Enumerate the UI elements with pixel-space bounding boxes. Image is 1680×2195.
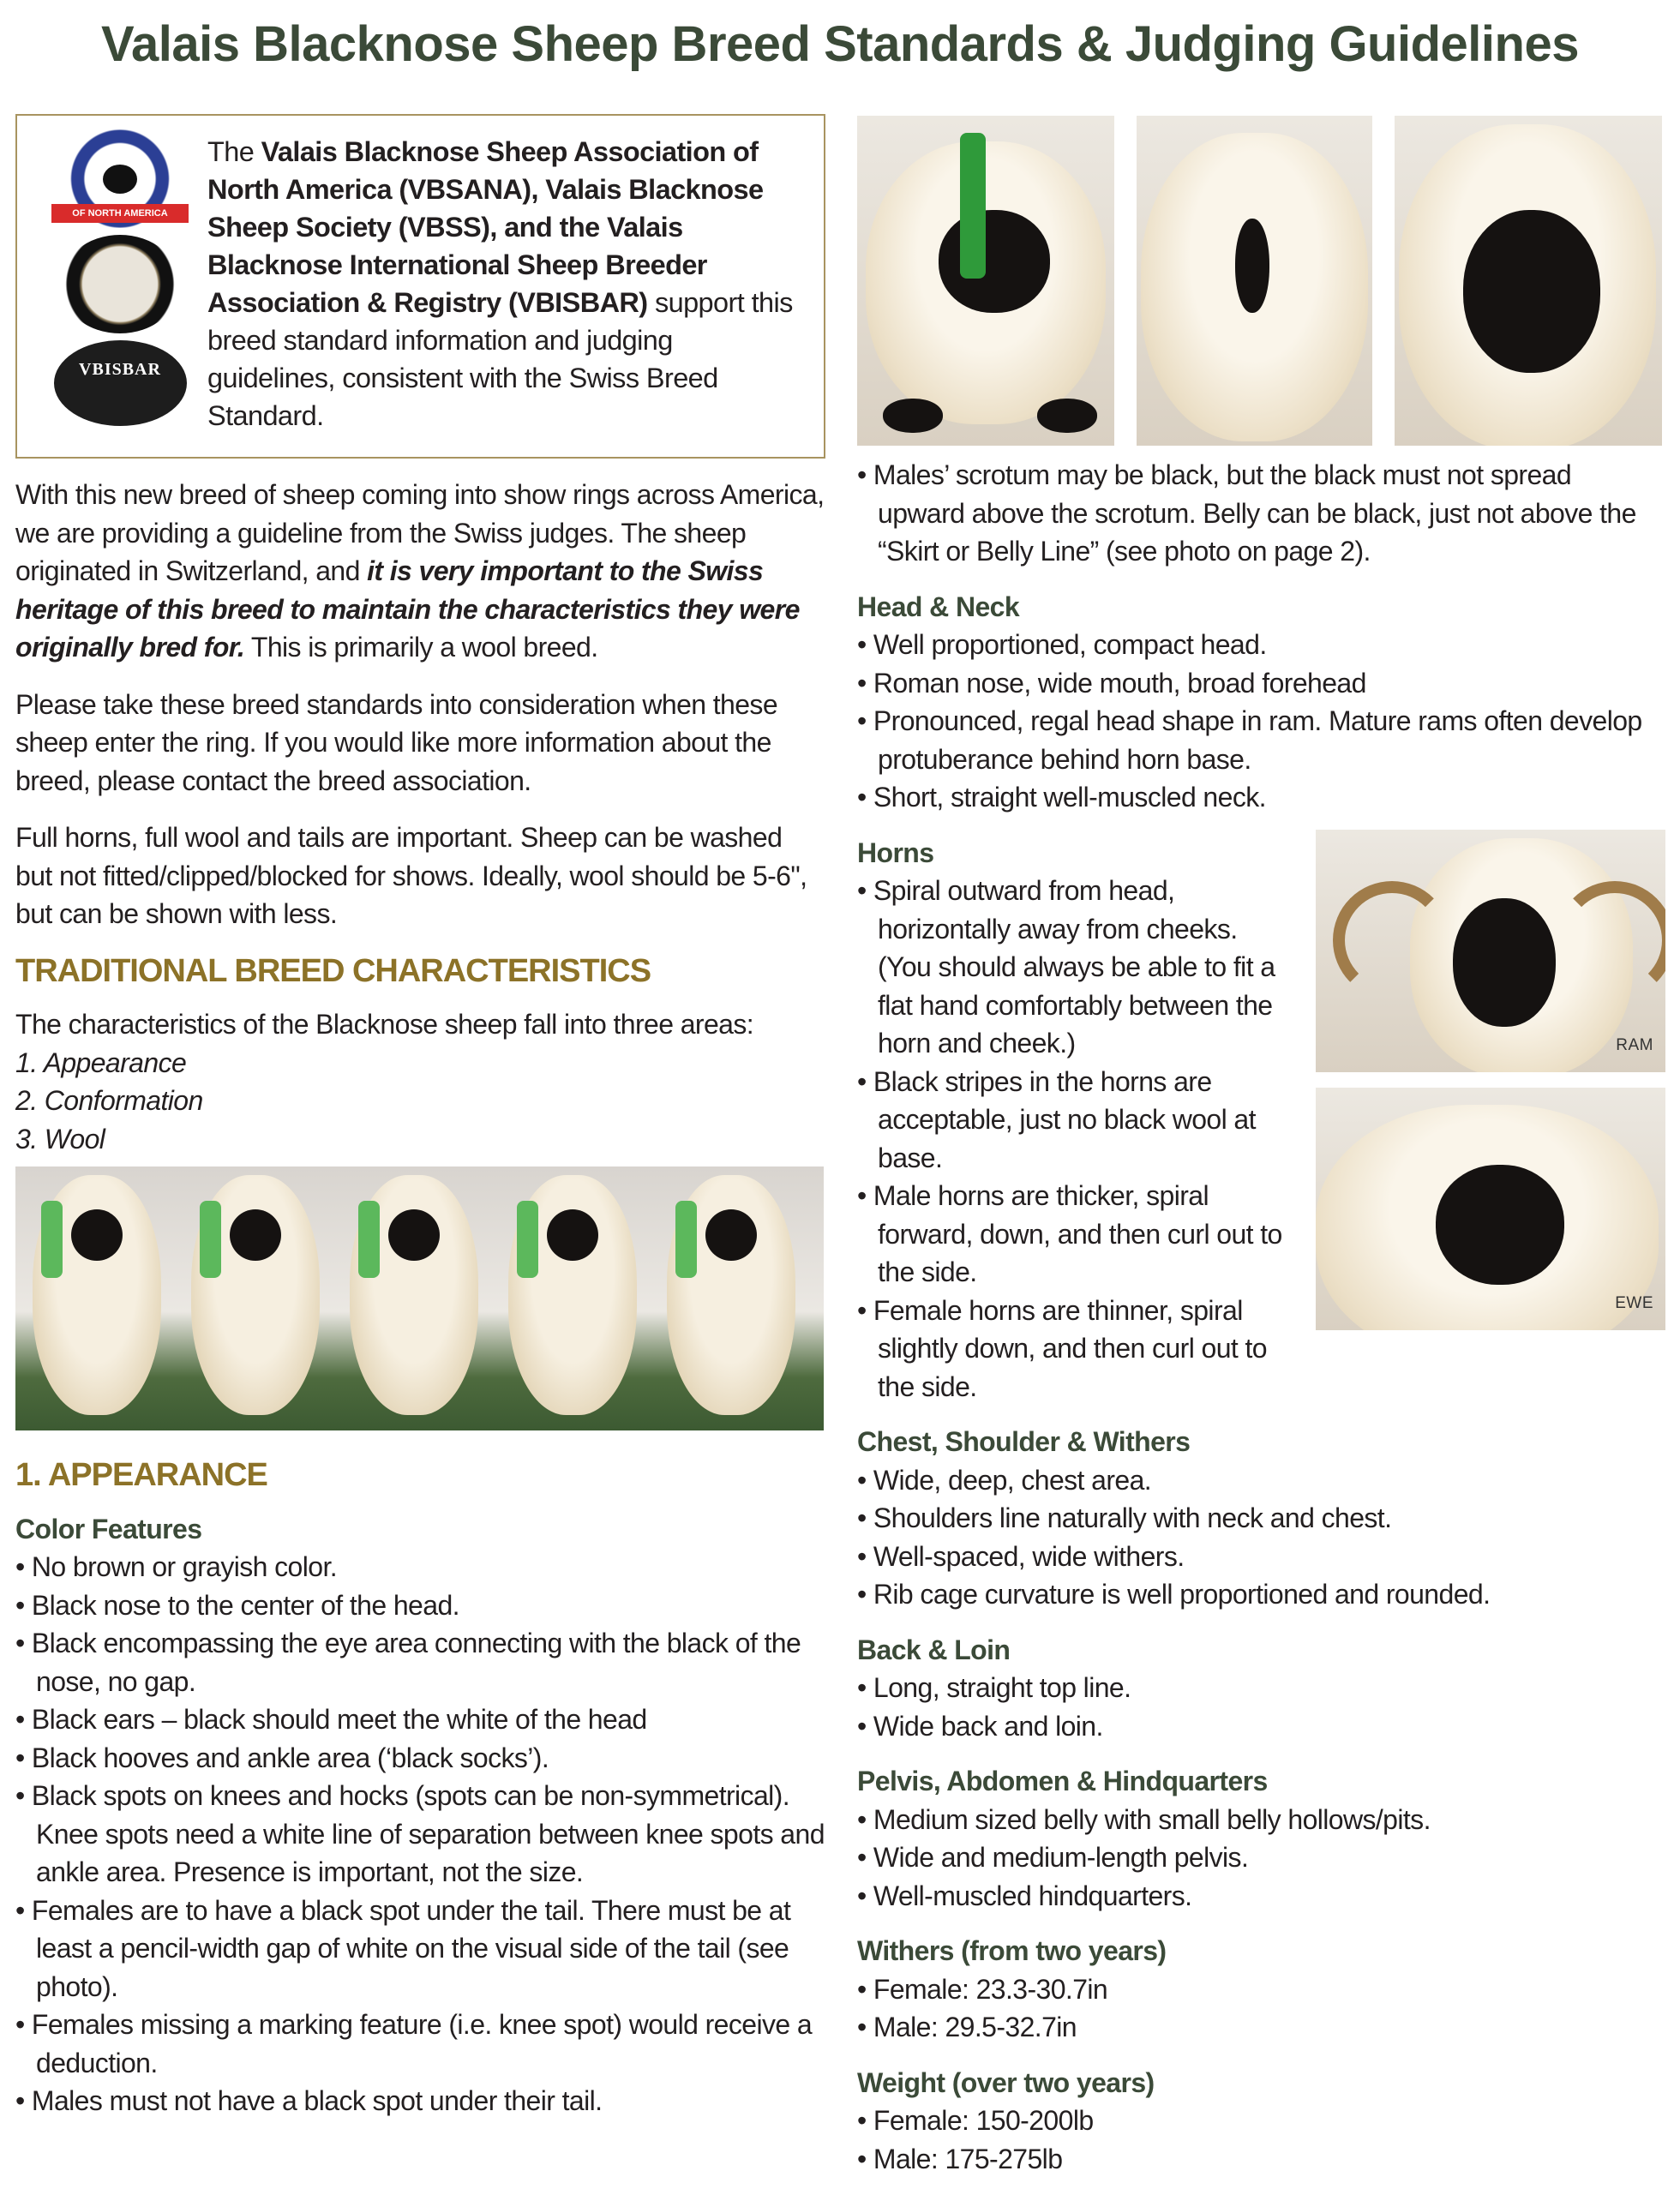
list-item: • Females are to have a black spot under the tail. There must be at least a pencil-width gap of white on the visual side of the tail (see photo).	[15, 1892, 825, 2006]
sheep-face	[230, 1209, 281, 1261]
sheep-figure	[350, 1175, 478, 1415]
appearance-heading: 1. APPEARANCE	[15, 1457, 267, 1493]
vbisbar-logo: VBISBAR	[54, 340, 187, 426]
list-item: • Black encompassing the eye area connecting with the black of the nose, no gap.	[15, 1624, 825, 1700]
sheep-figure	[191, 1175, 320, 1415]
list-item: • Male horns are thicker, spiral forward, down, and then curl out to the side.	[857, 1177, 1286, 1292]
intro-paragraph-2: Please take these breed standards into consideration when these sheep enter the ring. If you would like more information about the breed, please contact the breed association.	[15, 688, 778, 796]
list-item: • Male: 29.5-32.7in	[857, 2008, 1663, 2047]
sheep-face	[388, 1209, 440, 1261]
pelvis-title: Pelvis, Abdomen & Hindquarters	[857, 1766, 1268, 1796]
head-neck-list	[857, 626, 1663, 817]
left-column	[15, 114, 825, 2138]
back-list	[857, 1669, 1663, 1745]
top-photos	[857, 116, 1663, 446]
p1-emphasis: it is very important to the Swiss heritage of this breed to maintain the characteristics they were originally bred for.	[15, 555, 800, 663]
list-item: • Well-muscled hindquarters.	[857, 1877, 1663, 1916]
sheep-face-photo	[1395, 116, 1662, 446]
list-item: • Medium sized belly with small belly hollows/pits.	[857, 1801, 1663, 1839]
weight-list	[857, 2102, 1663, 2178]
list-item: • Wide, deep, chest area.	[857, 1461, 1663, 1500]
head-neck-title: Head & Neck	[857, 591, 1020, 622]
list-item: • Black stripes in the horns are acceptable, just no black wool at base.	[857, 1063, 1286, 1178]
horns-list	[857, 872, 1286, 1406]
ribbon-icon	[675, 1201, 697, 1278]
vbss-logo	[60, 235, 180, 333]
intro-paragraph-3: Full horns, full wool and tails are important. Sheep can be washed but not fitted/clipped/blocked for shows. Ideally, wool should be 5-6", but can be shown with less.	[15, 822, 807, 929]
list-item: • Male: 175-275lb	[857, 2140, 1663, 2179]
sheep-rear-photo	[1137, 116, 1372, 446]
association-box	[15, 114, 825, 459]
sheep-figure	[508, 1175, 637, 1415]
logo-stack	[51, 129, 189, 433]
list-item: • Well-spaced, wide withers.	[857, 1538, 1663, 1576]
list-item: • No brown or grayish color.	[15, 1548, 825, 1586]
sheep-face	[547, 1209, 598, 1261]
page-title: Valais Blacknose Sheep Breed Standards & Judging Guidelines	[101, 16, 1579, 72]
list-item: • Black ears – black should meet the white of the head	[15, 1700, 825, 1739]
pelvis-list	[857, 1801, 1663, 1916]
sheep-figure	[667, 1175, 795, 1415]
list-item: • Males must not have a black spot under their tail.	[15, 2082, 825, 2120]
area-2: 2. Conformation	[15, 1085, 203, 1116]
area-1: 1. Appearance	[15, 1047, 187, 1078]
ewe-photo	[1316, 1088, 1665, 1330]
text-rest: support this breed standard information and judging guidelines, consistent with the Swiss Breed Standard.	[207, 287, 793, 431]
p1-end: This is primarily a wool breed.	[244, 632, 598, 663]
traditional-lead: The characteristics of the Blacknose sheep fall into three areas:	[15, 1009, 754, 1040]
sheep-ribbon-photo	[857, 116, 1114, 446]
sheep-face	[71, 1209, 123, 1261]
list-item: • Female: 150-200lb	[857, 2102, 1663, 2140]
list-item: • Well proportioned, compact head.	[857, 626, 1663, 664]
list-item: • Short, straight well-muscled neck.	[857, 778, 1663, 817]
list-item: • Wide back and loin.	[857, 1707, 1663, 1746]
association-text	[207, 133, 807, 435]
sheep-face	[705, 1209, 757, 1261]
back-title: Back & Loin	[857, 1634, 1011, 1665]
vbsana-logo	[60, 129, 180, 228]
list-item: • Wide and medium-length pelvis.	[857, 1838, 1663, 1877]
sheep-face-icon	[103, 165, 137, 194]
ram-photo	[1316, 830, 1665, 1072]
text-lead: The	[207, 136, 261, 167]
ribbon-icon	[358, 1201, 380, 1278]
area-3: 3. Wool	[15, 1123, 105, 1154]
list-item: • Black spots on knees and hocks (spots can be non-symmetrical). Knee spots need a white line of separation between knee spots and ankle area. Presence is important, not the size.	[15, 1777, 825, 1892]
list-item: • Shoulders line naturally with neck and chest.	[857, 1499, 1663, 1538]
chest-list	[857, 1461, 1663, 1614]
ribbon-icon	[517, 1201, 538, 1278]
weight-title: Weight (over two years)	[857, 2066, 1155, 2098]
ribbon-icon	[200, 1201, 221, 1278]
list-item: • Females missing a marking feature (i.e. knee spot) would receive a deduction.	[15, 2006, 825, 2082]
list-item: • Long, straight top line.	[857, 1669, 1663, 1707]
list-item: • Black nose to the center of the head.	[15, 1586, 825, 1625]
list-item: • Black hooves and ankle area (‘black socks’).	[15, 1739, 825, 1778]
color-features-title: Color Features	[15, 1513, 202, 1544]
traditional-heading: TRADITIONAL BREED CHARACTERISTICS	[15, 952, 651, 989]
list-item: • Female horns are thinner, spiral slightly down, and then curl out to the side.	[857, 1292, 1286, 1406]
scrotum-item: • Males’ scrotum may be black, but the black must not spread upward above the scrotum. Belly can be black, just not above the “Skirt or Belly Line” (see photo on page 2).	[857, 456, 1663, 571]
p1-text: With this new breed of sheep coming into show rings across America, we are providing a guideline from the Swiss judges. The sheep originated in Switzerland, and	[15, 479, 825, 586]
horns-title: Horns	[857, 837, 934, 868]
withers-title: Withers (from two years)	[857, 1935, 1167, 1966]
ram-label: RAM	[1616, 1036, 1653, 1054]
list-item: • Female: 23.3-30.7in	[857, 1970, 1663, 2009]
group-sheep-photo	[15, 1166, 824, 1430]
list-item: • Rib cage curvature is well proportioned and rounded.	[857, 1575, 1663, 1614]
sheep-figure	[33, 1175, 161, 1415]
associations-names: Valais Blacknose Sheep Association of North America (VBSANA), Valais Blacknose Sheep Society (VBSS), and the Valais Blacknose International Sheep Breeder Association & Registry (VBISBAR)	[207, 136, 764, 318]
intro-paragraph-1	[15, 476, 825, 667]
list-item: • Spiral outward from head, horizontally away from cheeks. (You should always be able to fit a flat hand comfortably between the horn and cheek.)	[857, 872, 1286, 1063]
ewe-label: EWE	[1615, 1294, 1653, 1312]
ribbon-icon	[41, 1201, 63, 1278]
list-item: • Roman nose, wide mouth, broad forehead	[857, 664, 1663, 703]
right-column	[857, 116, 1663, 2195]
color-features-list	[15, 1548, 825, 2120]
list-item: • Pronounced, regal head shape in ram. Mature rams often develop protuberance behind horn base.	[857, 702, 1663, 778]
vbsana-ribbon: OF NORTH AMERICA	[51, 204, 189, 223]
chest-title: Chest, Shoulder & Withers	[857, 1426, 1191, 1457]
scrotum-note	[857, 456, 1663, 571]
withers-list	[857, 1970, 1663, 2047]
